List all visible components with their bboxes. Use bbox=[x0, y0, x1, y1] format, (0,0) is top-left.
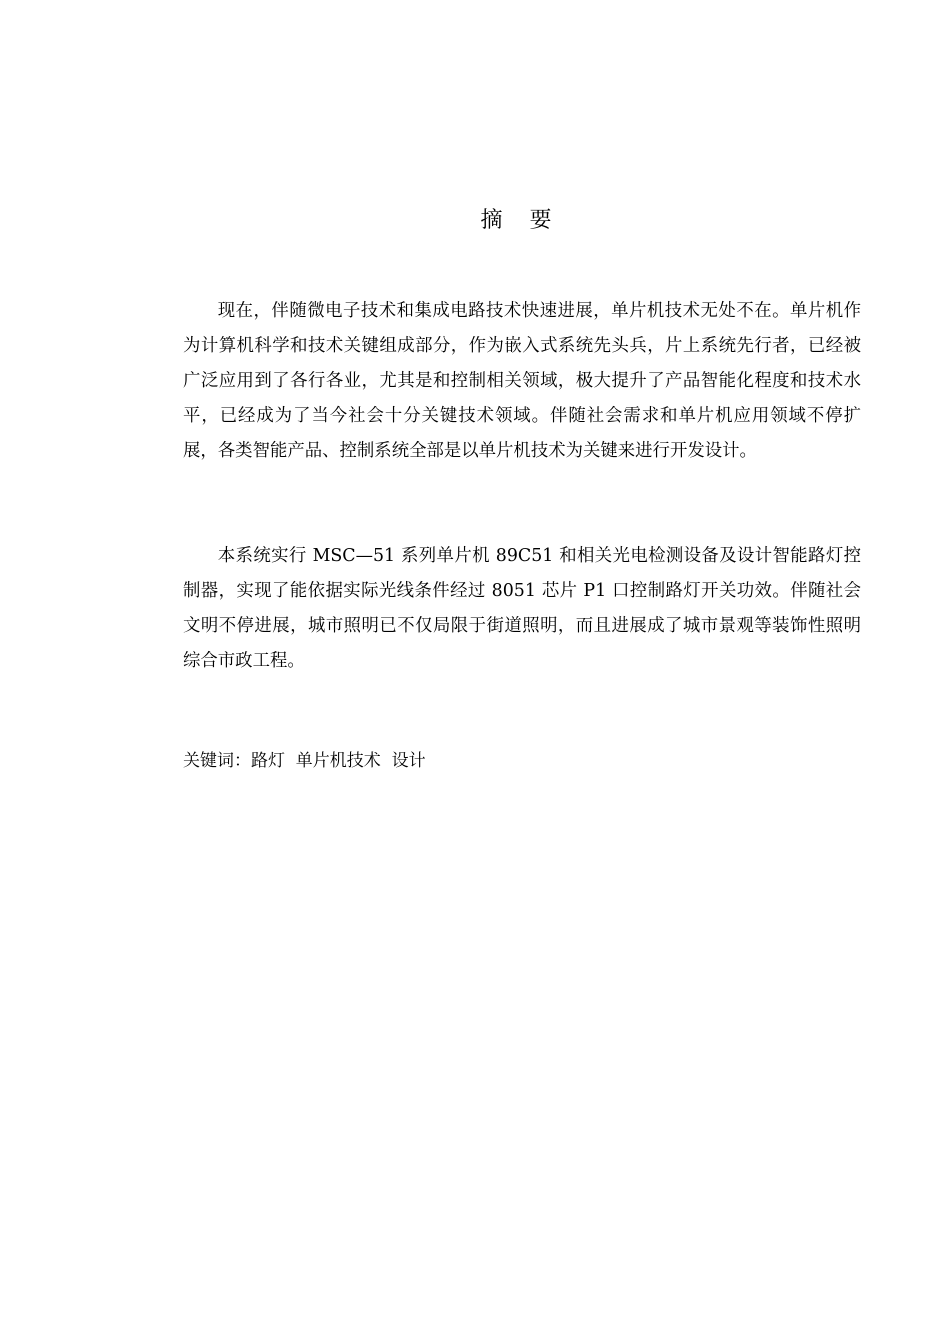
abstract-paragraph-2: 本系统实行 MSC—51 系列单片机 89C51 和相关光电检测设备及设计智能路灯控制器，实现了能依据实际光线条件经过 8051 芯片 P1 口控制路灯开关功效。伴随社会文明不停进展，城市照明已不仅局限于街道照明，而且进展成了城市景观等装饰性照明综合市政工程。 bbox=[183, 546, 861, 671]
abstract-paragraph-1: 现在，伴随微电子技术和集成电路技术快速进展，单片机技术无处不在。单片机作为计算机科学和技术关键组成部分，作为嵌入式系统先头兵，片上系统先行者，已经被广泛应用到了各行各业，尤其是和控制相关领域，极大提升了产品智能化程度和技术水平，已经成为了当今社会十分关键技术领域。伴随社会需求和单片机应用领域不停扩展，各类智能产品、控制系统全部是以单片机技术为关键来进行开发设计。 bbox=[183, 301, 861, 461]
keywords-line: 关键词：路灯 单片机技术 设计 bbox=[183, 751, 426, 771]
abstract-title: 摘 要 bbox=[480, 208, 562, 233]
